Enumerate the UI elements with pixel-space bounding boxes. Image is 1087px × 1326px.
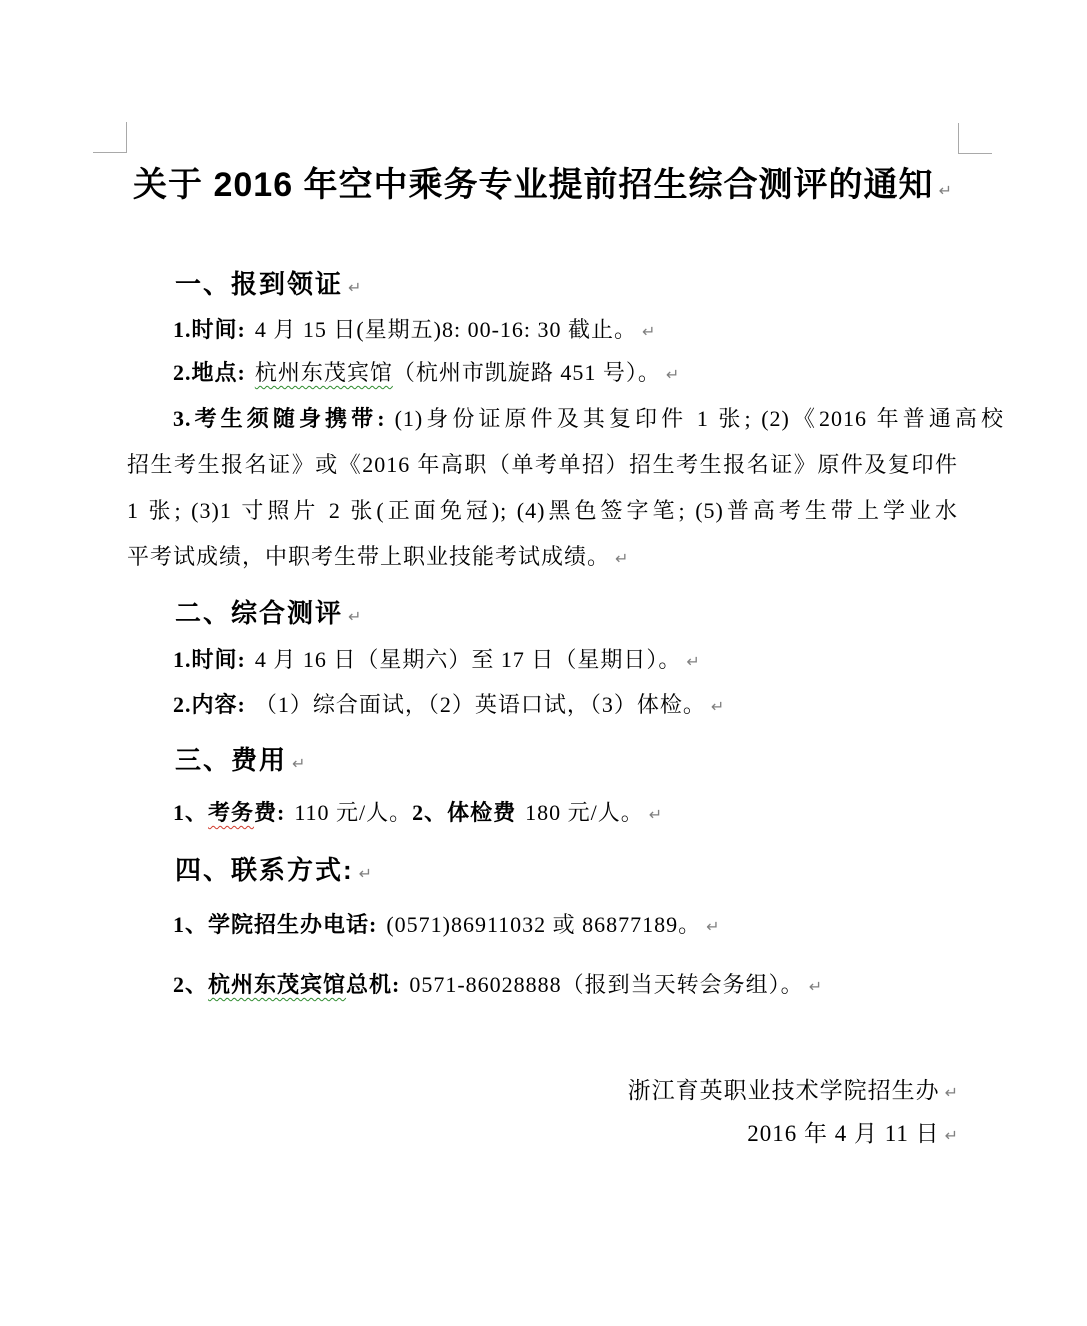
bring-items-line-4 (127, 543, 958, 572)
eval-time-label: 1.时间: (173, 647, 246, 672)
exam-fee-misspelled-text: 考务 (208, 800, 255, 825)
margin-mark-top-right-icon (958, 123, 992, 154)
report-time-text: 4 月 15 日(星期五)8: 00-16: 30 截止。 (254, 317, 638, 342)
section-2-heading (127, 597, 1006, 631)
admissions-phone-numbers: (0571)86911032 或 86877189。 (386, 912, 702, 937)
document-title-text: 关于 2016 年空中乘务专业提前招生综合测评的通知 (133, 166, 934, 204)
paragraph-mark-icon: ↵ (358, 864, 373, 883)
report-place-line (127, 359, 1004, 388)
bring-items-line-3 (127, 497, 958, 526)
hotel-phone-prefix: 2、 (173, 972, 209, 997)
exam-fee-label-rest: 费: (254, 800, 286, 825)
report-place-label: 2.地点: (173, 360, 246, 385)
hotel-phone-line (127, 971, 1004, 1000)
section-4-heading-text: 四、联系方式: (175, 855, 354, 885)
section-1-heading (127, 268, 1006, 302)
section-3-heading (127, 744, 1006, 778)
bring-items-text-3: 1 张; (3)1 寸照片 2 张(正面免冠); (4)黑色签字笔; (5)普高考生带上学业水 (127, 498, 958, 523)
signature-date-text: 2016 年 4 月 11 日 (747, 1121, 940, 1146)
hotel-phone-number: 0571-86028888（报到当天转会务组）。 (409, 972, 804, 997)
eval-content-line (127, 691, 1004, 720)
paragraph-mark-icon: ↵ (944, 1126, 958, 1145)
bring-items-line-1 (127, 405, 1004, 434)
signature-date-line (127, 1119, 1000, 1149)
bring-items-text-1: (1)身份证原件及其复印件 1 张; (2)《2016 年普通高校 (394, 406, 1004, 431)
admissions-phone-line (127, 911, 1004, 940)
signature-org-line (127, 1076, 960, 1106)
exam-fee-prefix: 1、 (173, 800, 209, 825)
hotel-name-text: 杭州东茂宾馆 (208, 972, 347, 997)
paragraph-mark-icon: ↵ (710, 697, 725, 716)
report-place-address: （杭州市凯旋路 451 号）。 (392, 360, 661, 385)
report-time-line (127, 316, 1004, 345)
paragraph-mark-icon: ↵ (706, 917, 720, 936)
paragraph-mark-icon: ↵ (292, 754, 306, 773)
eval-time-text: 4 月 16 日（星期六）至 17 日（星期日）。 (254, 647, 682, 672)
paragraph-mark-icon: ↵ (665, 365, 680, 384)
eval-content-text: （1）综合面试，（2）英语口试，（3）体检。 (254, 692, 706, 717)
paragraph-mark-icon: ↵ (938, 181, 952, 200)
bring-items-text-4: 平考试成绩，中职考生带上职业技能考试成绩。 (127, 544, 611, 569)
hotel-name-text: 杭州东茂宾馆 (254, 360, 393, 385)
margin-mark-top-left-icon (93, 122, 127, 153)
physical-fee-label: 2、体检费 (412, 800, 517, 825)
signature-org-text: 浙江育英职业技术学院招生办 (627, 1078, 940, 1103)
paragraph-mark-icon: ↵ (808, 977, 823, 996)
bring-items-line-2 (127, 451, 958, 480)
paragraph-mark-icon: ↵ (686, 652, 700, 671)
exam-fee-amount: 110 元/人。 (294, 800, 413, 825)
fees-line (127, 799, 1004, 828)
report-time-label: 1.时间: (173, 317, 246, 342)
bring-items-label: 3.考生须随身携带: (173, 406, 386, 431)
paragraph-mark-icon: ↵ (648, 805, 663, 824)
bring-items-text-2: 招生考生报名证》或《2016 年高职（单考单招）招生考生报名证》原件及复印件 (127, 452, 958, 477)
paragraph-mark-icon: ↵ (615, 549, 629, 568)
section-1-heading-text: 一、报到领证 (175, 269, 344, 299)
eval-content-label: 2.内容: (173, 692, 246, 717)
paragraph-mark-icon: ↵ (944, 1083, 958, 1102)
physical-fee-amount: 180 元/人。 (525, 800, 644, 825)
paragraph-mark-icon: ↵ (348, 607, 362, 626)
section-2-heading-text: 二、综合测评 (175, 598, 344, 628)
admissions-phone-label: 1、学院招生办电话: (173, 912, 378, 937)
section-4-heading (127, 854, 1006, 888)
eval-time-line (127, 646, 1004, 675)
document-title (127, 163, 958, 207)
paragraph-mark-icon: ↵ (642, 322, 656, 341)
paragraph-mark-icon: ↵ (348, 278, 362, 297)
section-3-heading-text: 三、费用 (175, 745, 288, 775)
hotel-phone-label-rest: 总机: (346, 972, 401, 997)
